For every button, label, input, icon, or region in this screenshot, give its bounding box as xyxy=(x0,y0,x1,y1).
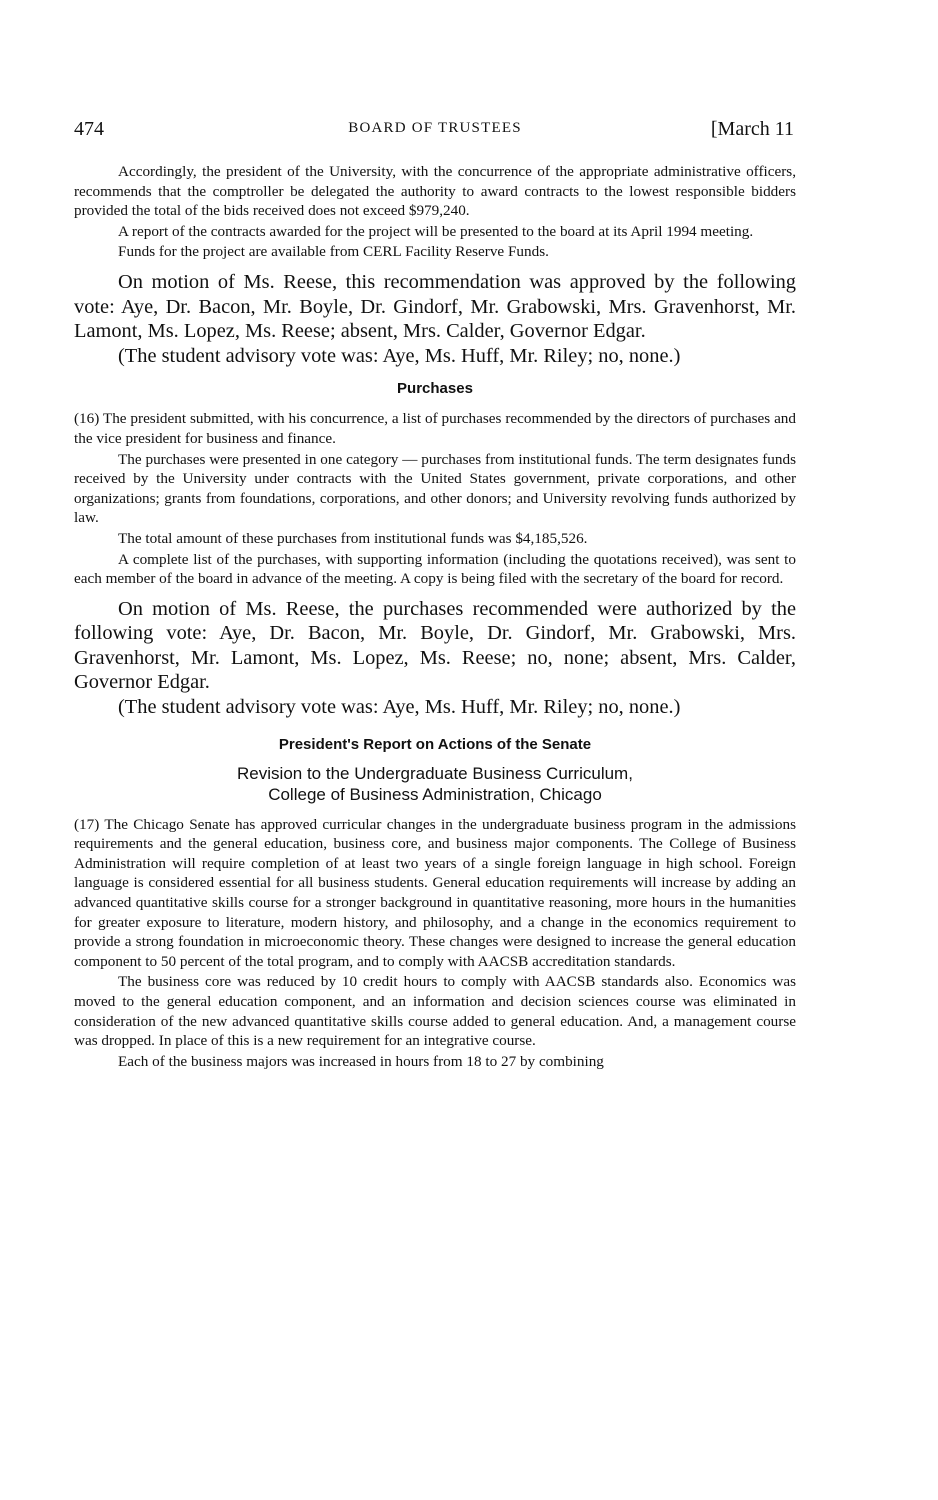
document-page xyxy=(74,118,796,1071)
subsection-heading-line-2: College of Business Administration, Chicago xyxy=(268,784,602,804)
student-advisory-vote-1: (The student advisory vote was: Aye, Ms. Huff, Mr. Riley; no, none.) xyxy=(118,344,681,367)
paragraph-funds: Funds for the project are available from CERL Facility Reserve Funds. xyxy=(118,243,549,261)
paragraph-purchases-total: The total amount of these purchases from institutional funds was $4,185,526. xyxy=(118,529,588,547)
document-body xyxy=(74,162,796,1071)
running-title: BOARD OF TRUSTEES xyxy=(348,120,522,136)
subsection-heading-line-1: Revision to the Undergraduate Business Curriculum, xyxy=(237,763,633,783)
paragraph-purchases-category: The purchases were presented in one category — purchases from institutional funds. The term designates funds received by the University under contracts with the United States government, private corporations, and other organizations; grants from foundations, corporations, and other donors; and University revolving funds authorized by law. xyxy=(74,450,796,527)
student-advisory-vote-2: (The student advisory vote was: Aye, Ms. Huff, Mr. Riley; no, none.) xyxy=(118,696,681,719)
paragraph-purchases-list: A complete list of the purchases, with supporting information (including the quotations received), was sent to each member of the board in advance of the meeting. A copy is being filed with the secretary of the board for record. xyxy=(74,550,796,588)
paragraph-contract-report: A report of the contracts awarded for the project will be presented to the board at its April 1994 meeting. xyxy=(118,222,754,240)
subsection-heading xyxy=(74,763,796,805)
paragraph-senate-changes: (17) The Chicago Senate has approved curricular changes in the undergraduate business program in the admissions requirements and the general education, business core, and business major components. The College of Business Administration will require completion of at least two years of a single foreign language in high school. Foreign language is considered essential for all business students. General education requirements will increase by adding an advanced quantitative skills course for a stronger background in quantitative reasoning, more hours in the humanities for greater exposure to literature, modern history, and philosophy, and a change in the economics requirement to provide a strong foundation in microeconomic theory. These changes were designed to increase the general education component to 50 percent of the total program, and to comply with AACSB accreditation standards. xyxy=(74,815,796,970)
motion-vote-1: On motion of Ms. Reese, this recommendation was approved by the following vote: Aye, Dr. Bacon, Mr. Boyle, Dr. Gindorf, Mr. Grabowski, Mrs. Gravenhorst, Mr. Lamont, Ms. Lopez, Ms. Reese; absent, Mrs. Calder, Governor Edgar. xyxy=(74,270,796,343)
section-heading-purchases: Purchases xyxy=(397,380,473,398)
paragraph-business-majors: Each of the business majors was increased in hours from 18 to 27 by combining xyxy=(118,1052,604,1070)
header-date: [March 11 xyxy=(710,118,794,140)
section-heading-senate-report: President's Report on Actions of the Senate xyxy=(278,735,592,753)
paragraph-purchases-submitted: (16) The president submitted, with his concurrence, a list of purchases recommended by the directors of purchases and the vice president for business and finance. xyxy=(74,410,796,447)
paragraph-contract-authority: Accordingly, the president of the University, with the concurrence of the appropriate administrative officers, recommends that the comptroller be delegated the authority to award contracts to the lowest responsible bidders provided the total of the bids received does not exceed $979,240. xyxy=(74,163,796,220)
page-number: 474 xyxy=(74,118,104,140)
motion-vote-2: On motion of Ms. Reese, the purchases recommended were authorized by the following vote: Aye, Dr. Bacon, Mr. Boyle, Dr. Gindorf, Mr. Grabowski, Mrs. Gravenhorst, Mr. Lamont, Ms. Lopez, Ms. Reese; no, none; absent, Mrs. Calder, Governor Edgar. xyxy=(74,597,796,694)
running-header xyxy=(74,118,796,148)
paragraph-business-core: The business core was reduced by 10 credit hours to comply with AACSB standards also. Economics was moved to the general education component, and an information and decision sciences course was eliminated in consideration of the new advanced quantitative skills course added to general education. And, a management course was dropped. In place of this is a new requirement for an integrative course. xyxy=(74,973,796,1050)
